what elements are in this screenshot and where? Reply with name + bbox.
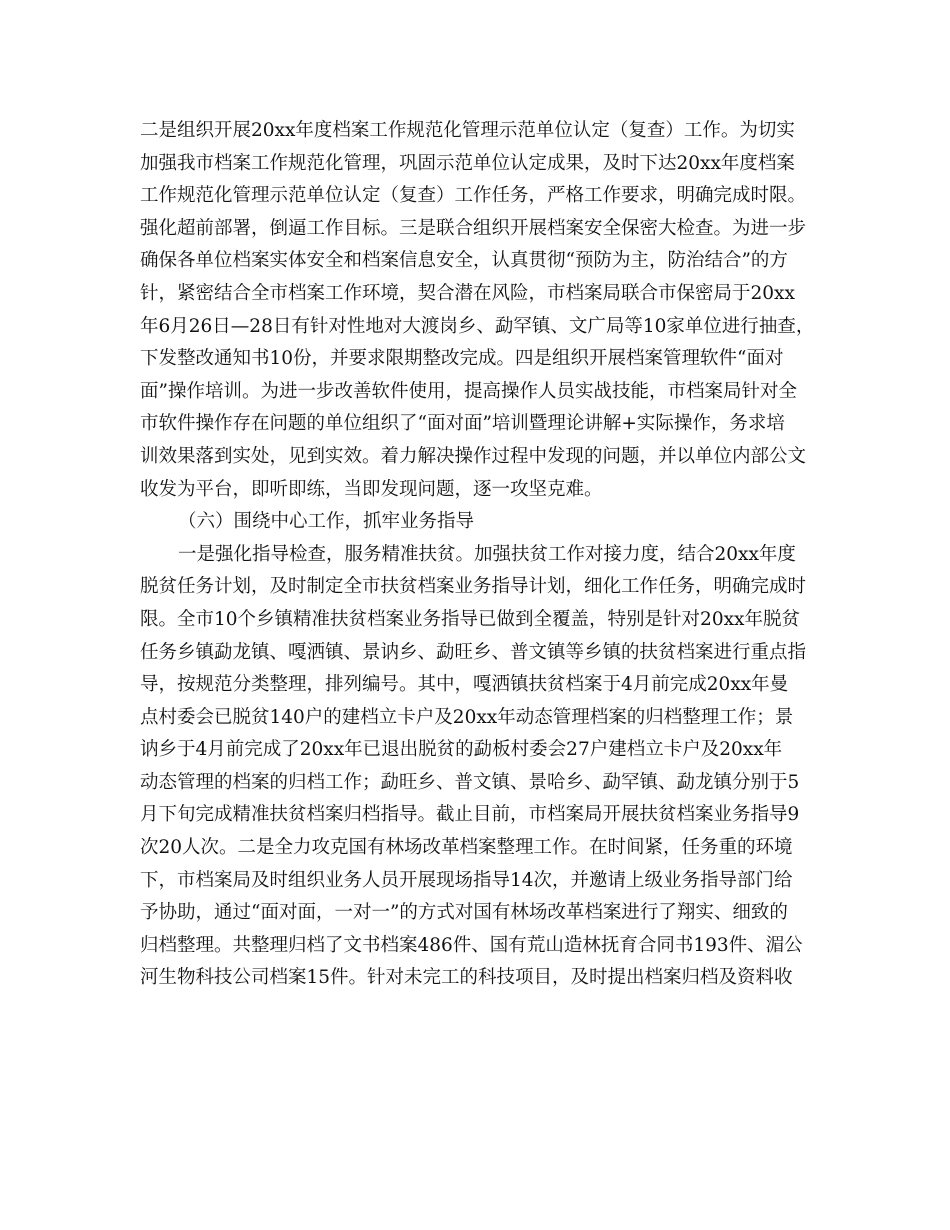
text-line: 动态管理的档案的归档工作；勐旺乡、普文镇、景哈乡、勐罕镇、勐龙镇分别于5: [140, 771, 800, 793]
text-line: 月下旬完成精准扶贫档案归档指导。截止目前，市档案局开展扶贫档案业务指导9: [140, 804, 800, 826]
text-line: 归档整理。共整理归档了文书档案486件、国有荒山造林抚育合同书193件、湄公: [140, 934, 803, 956]
text-line: 确保各单位档案实体安全和档案信息安全，认真贯彻“预防为主，防治结合”的方: [140, 250, 788, 272]
text-line: 任务乡镇勐龙镇、嘎洒镇、景讷乡、勐旺乡、普文镇等乡镇的扶贫档案进行重点指: [140, 641, 807, 663]
text-line: 下发整改通知书10份，并要求限期整改完成。四是组织开展档案管理软件“面对: [140, 348, 784, 370]
text-line: 点村委会已脱贫140户的建档立卡户及20xx年动态管理档案的归档整理工作；景: [140, 706, 794, 728]
text-line: 训效果落到实处，见到实效。着力解决操作过程中发现的问题，并以单位内部公文: [140, 445, 807, 467]
text-line: 加强我市档案工作规范化管理，巩固示范单位认定成果，及时下达20xx年度档案: [140, 152, 795, 174]
text-line: 河生物科技公司档案15件。针对未完工的科技项目，及时提出档案归档及资料收: [140, 967, 793, 989]
text-line: 年6月26日—28日有针对性地对大渡岗乡、勐罕镇、文广局等10家单位进行抽查，: [140, 315, 815, 337]
text-line: 二是组织开展20xx年度档案工作规范化管理示范单位认定（复查）工作。为切实: [140, 120, 795, 141]
text-line: 导，按规范分类整理，排列编号。其中，嘎洒镇扶贫档案于4月前完成20xx年曼: [140, 674, 789, 696]
document-body: [140, 115, 820, 995]
text-line: 市软件操作存在问题的单位组织了“面对面”培训暨理论讲解+实际操作，务求培: [140, 413, 785, 435]
text-line: 脱贫任务计划，及时制定全市扶贫档案业务指导计划，细化工作任务，明确完成时: [140, 576, 807, 598]
section-heading: （六）围绕中心工作，抓牢业务指导: [178, 511, 475, 533]
text-line: 讷乡于4月前完成了20xx年已退出脱贫的勐板村委会27户建档立卡户及20xx年: [140, 739, 783, 761]
text-line: 强化超前部署，倒逼工作目标。三是联合组织开展档案安全保密大检查。为进一步: [140, 217, 807, 239]
text-line: 限。全市10个乡镇精准扶贫档案业务指导已做到全覆盖，特别是针对20xx年脱贫: [140, 608, 800, 630]
text-line: 面”操作培训。为进一步改善软件使用，提高操作人员实战技能，市档案局针对全: [140, 380, 797, 402]
text-line: 次20人次。二是全力攻克国有林场改革档案整理工作。在时间紧，任务重的环境: [140, 837, 793, 859]
text-line: 一是强化指导检查，服务精准扶贫。加强扶贫工作对接力度，结合20xx年度: [178, 543, 796, 565]
text-line: 针，紧密结合全市档案工作环境，契合潜在风险，市档案局联合市保密局于20xx: [140, 282, 795, 304]
text-line: 予协助，通过“面对面，一对一”的方式对国有林场改革档案进行了翔实、细致的: [140, 902, 788, 924]
text-line: 下，市档案局及时组织业务人员开展现场指导14次，并邀请上级业务指导部门给: [140, 869, 793, 891]
text-line: 收发为平台，即听即练，当即发现问题，逐一攻坚克难。: [140, 478, 603, 500]
text-line: 工作规范化管理示范单位认定（复查）工作任务，严格工作要求，明确完成时限。: [140, 185, 807, 207]
